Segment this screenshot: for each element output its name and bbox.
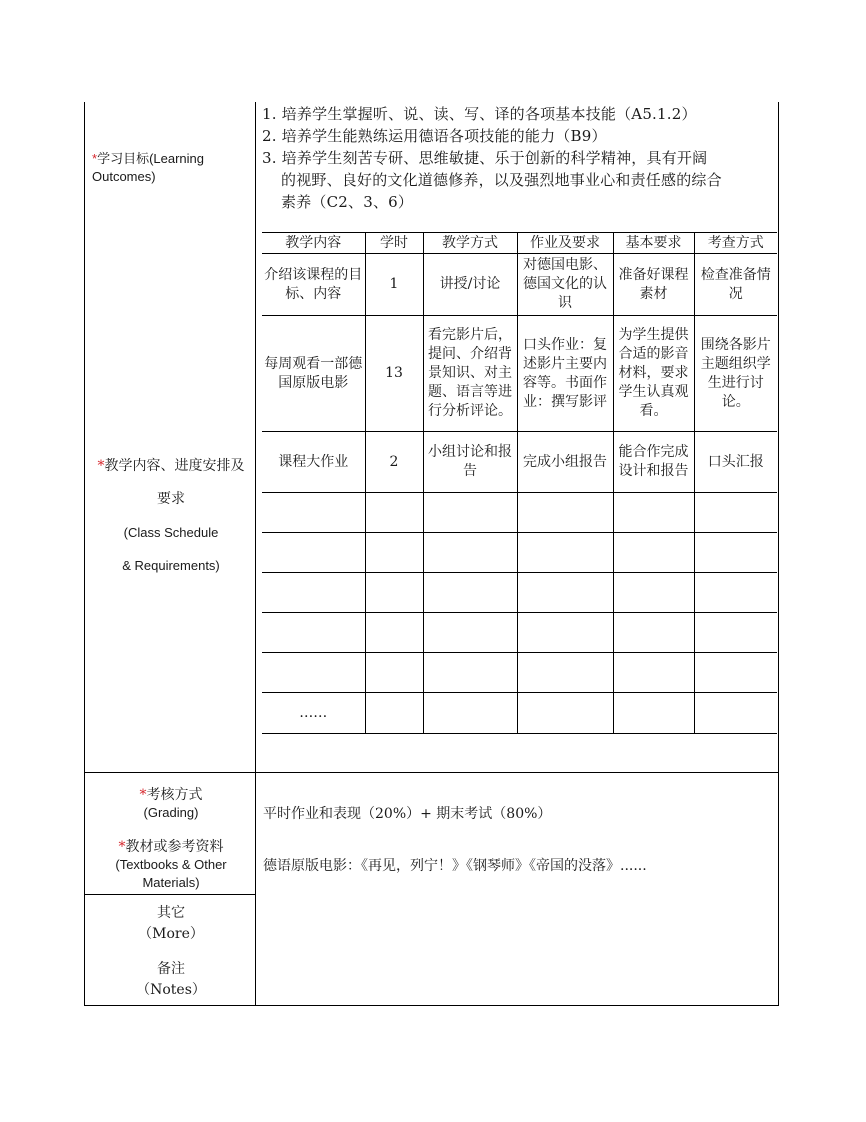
table-cell: 1 bbox=[365, 254, 423, 316]
table-cell: 2 bbox=[365, 432, 423, 493]
frame-bottom-border bbox=[84, 1005, 779, 1006]
col-header-content: 教学内容 bbox=[262, 233, 365, 254]
table-cell: 介绍该课程的目标、内容 bbox=[262, 254, 365, 316]
table-row-empty bbox=[262, 653, 777, 693]
grading-value: 平时作业和表现（20%）+ 期末考试（80%） bbox=[263, 806, 552, 822]
col-header-basic-req: 基本要求 bbox=[613, 233, 694, 254]
frame-row-separator bbox=[84, 772, 779, 773]
table-row bbox=[262, 254, 777, 316]
col-header-assessment: 考查方式 bbox=[694, 233, 777, 254]
table-row-empty bbox=[262, 533, 777, 573]
table-row-empty bbox=[262, 613, 777, 653]
table-cell: 小组讨论和报告 bbox=[423, 432, 517, 493]
grading-label: *考核方式 (Grading) bbox=[139, 787, 203, 820]
col-header-hours: 学时 bbox=[365, 233, 423, 254]
table-cell: 口头汇报 bbox=[694, 432, 777, 493]
learning-outcomes-label: *学习目标(Learning Outcomes) bbox=[92, 151, 205, 184]
textbooks-label: *教材或参考资料 (Textbooks & Other Materials) bbox=[115, 839, 227, 890]
outcome-item-1: 1. 培养学生掌握听、说、读、写、译的各项基本技能（A5.1.2） bbox=[262, 105, 697, 123]
outcome-item-3: 3. 培养学生刻苦专研、思维敏捷、乐于创新的科学精神，具有开阔 bbox=[262, 149, 708, 167]
outcome-item-3-cont-2: 素养（C2、3、6） bbox=[281, 193, 414, 211]
table-cell: 为学生提供合适的影音材料，要求学生认真观看。 bbox=[613, 316, 694, 432]
col-header-method: 教学方式 bbox=[423, 233, 517, 254]
table-row bbox=[262, 316, 777, 432]
table-cell: 每周观看一部德国原版电影 bbox=[262, 316, 365, 432]
table-cell: 课程大作业 bbox=[262, 432, 365, 493]
schedule-table bbox=[262, 232, 777, 734]
table-cell: 讲授/讨论 bbox=[423, 254, 517, 316]
frame-right-border bbox=[778, 102, 779, 1006]
table-row-empty bbox=[262, 493, 777, 533]
outcome-item-3-cont-1: 的视野、良好的文化道德修养，以及强烈地事业心和责任感的综合 bbox=[281, 171, 722, 189]
more-label: 其它 （More） bbox=[138, 905, 204, 942]
notes-label: 备注 （Notes） bbox=[136, 961, 206, 998]
outcome-item-2: 2. 培养学生能熟练运用德语各项技能的能力（B9） bbox=[262, 127, 607, 145]
table-cell: 看完影片后，提问、介绍背景知识、对主题、语言等进行分析评论。 bbox=[423, 316, 517, 432]
table-cell: 准备好课程素材 bbox=[613, 254, 694, 316]
table-row-ellipsis bbox=[262, 693, 777, 734]
textbooks-value: 德语原版电影：《再见，列宁！》《钢琴师》《帝国的没落》...... bbox=[263, 858, 647, 874]
table-cell: 口头作业：复述影片主要内容等。书面作业：撰写影评 bbox=[517, 316, 613, 432]
table-cell: 13 bbox=[365, 316, 423, 432]
table-cell: 能合作完成设计和报告 bbox=[613, 432, 694, 493]
required-asterisk: * bbox=[92, 151, 98, 166]
col-header-assignment: 作业及要求 bbox=[517, 233, 613, 254]
table-row-empty bbox=[262, 573, 777, 613]
table-cell: 完成小组报告 bbox=[517, 432, 613, 493]
table-cell: 对德国电影、德国文化的认识 bbox=[517, 254, 613, 316]
schedule-label: *教学内容、进度安排及 要求 (Class Schedule & Requirements) bbox=[97, 458, 245, 573]
frame-left-border bbox=[84, 102, 85, 1006]
frame-divider bbox=[255, 102, 256, 1006]
table-header-row bbox=[262, 233, 777, 254]
table-cell: 检查准备情况 bbox=[694, 254, 777, 316]
textbooks-box-bottom bbox=[84, 894, 256, 895]
ellipsis-cell: …… bbox=[262, 693, 365, 734]
table-row bbox=[262, 432, 777, 493]
table-cell: 围绕各影片主题组织学生进行讨论。 bbox=[694, 316, 777, 432]
